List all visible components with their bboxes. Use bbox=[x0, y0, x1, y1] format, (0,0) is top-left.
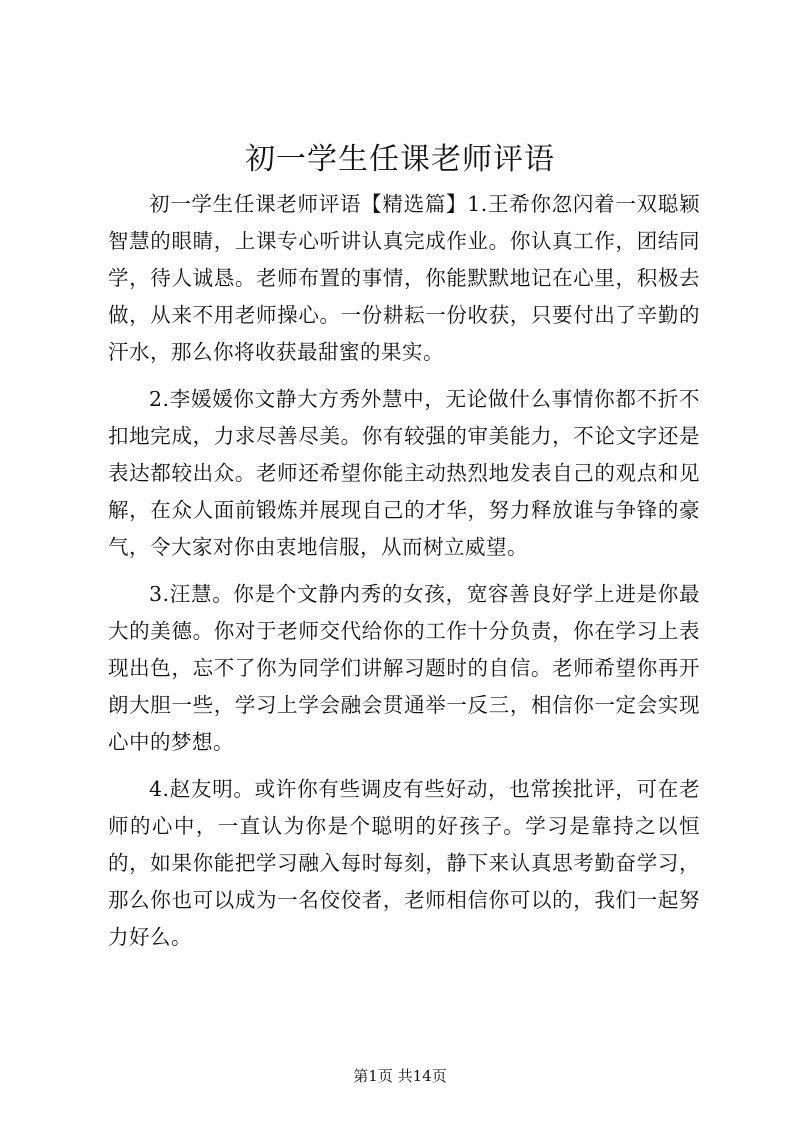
page-number-footer: 第1页 共14页 bbox=[353, 1067, 447, 1085]
paragraph-3: 3.汪慧。你是个文静内秀的女孩，宽容善良好学上进是你最大的美德。你对于老师交代给你的工作十分负责，你在学习上表现出色，忘不了你为同学们讲解习题时的自信。老师希望你再开朗大胆一些，学习上学会融会贯通举一反三，相信你一定会实现心中的梦想。 bbox=[108, 582, 700, 754]
document-body bbox=[108, 186, 700, 966]
page-title: 初一学生任课老师评语 bbox=[245, 142, 555, 177]
paragraph-1: 初一学生任课老师评语【精选篇】1.王希你忽闪着一双聪颖智慧的眼睛，上课专心听讲认真完成作业。你认真工作，团结同学，待人诚恳。老师布置的事情，你能默默地记在心里，积极去做，从来不用老师操心。一份耕耘一份收获，只要付出了辛勤的汗水，那么你将收获最甜蜜的果实。 bbox=[108, 192, 700, 364]
paragraph-2: 2.李媛媛你文静大方秀外慧中，无论做什么事情你都不折不扣地完成，力求尽善尽美。你有较强的审美能力，不论文字还是表达都较出众。老师还希望你能主动热烈地发表自己的观点和见解，在众人面前锻炼并展现自己的才华，努力释放谁与争锋的豪气，令大家对你由衷地信服，从而树立威望。 bbox=[108, 387, 700, 559]
paragraph-4: 4.赵友明。或许你有些调皮有些好动，也常挨批评，可在老师的心中，一直认为你是个聪明的好孩子。学习是靠持之以恒的，如果你能把学习融入每时每刻，静下来认真思考勤奋学习，那么你也可以成为一名佼佼者，老师相信你可以的，我们一起努力好么。 bbox=[108, 777, 700, 949]
